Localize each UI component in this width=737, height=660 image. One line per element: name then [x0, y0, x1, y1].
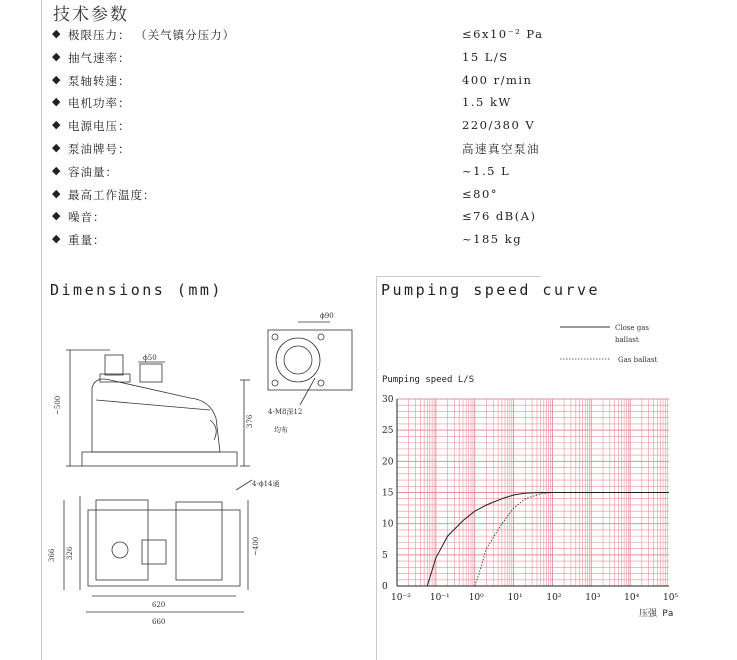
y-tick-label: 5	[382, 550, 388, 561]
spec-value: 400 r/min	[462, 72, 533, 87]
bullet-icon: ◆	[52, 49, 61, 63]
curve-top-rule	[376, 276, 541, 277]
label-holes: 4-ϕ14通	[252, 480, 280, 488]
spec-row	[52, 141, 652, 161]
plan-view-motor	[176, 502, 222, 580]
y-tick-label: 25	[382, 426, 394, 437]
y-tick-label: 15	[382, 488, 394, 499]
spec-row	[52, 118, 652, 138]
top-view-ring	[276, 338, 320, 382]
side-view-inlet	[140, 364, 162, 382]
top-view-flange	[268, 330, 352, 390]
bullet-icon: ◆	[52, 95, 61, 109]
legend-close-line2: ballast	[615, 336, 639, 344]
spec-label: 噪音：	[68, 210, 106, 225]
spec-value: ~1.5 L	[462, 163, 511, 178]
plan-view-pump	[96, 500, 148, 580]
spec-label: 重量：	[68, 233, 106, 248]
spec-row	[52, 95, 652, 115]
x-tick-label: 10²	[546, 593, 562, 603]
label-h366: 366	[48, 548, 56, 562]
spec-row	[52, 209, 652, 229]
y-tick-label: 0	[382, 582, 388, 592]
x-tick-label: 10⁰	[468, 593, 484, 603]
chart-legend	[560, 324, 657, 364]
x-tick-label: 10⁻²	[391, 593, 411, 603]
legend-close-line1: Close gas	[615, 324, 650, 332]
spec-row	[52, 164, 652, 184]
side-view-body	[92, 379, 220, 452]
bullet-icon: ◆	[52, 141, 61, 154]
spec-row	[52, 232, 652, 252]
label-phi50: ϕ50	[143, 354, 157, 362]
spec-label: 最高工作温度：	[68, 187, 156, 202]
label-h326: 326	[66, 546, 74, 560]
spec-row	[52, 73, 652, 93]
x-tick-label: 10⁴	[624, 593, 640, 603]
spec-label: 泵轴转速：	[68, 73, 131, 88]
spec-row	[52, 50, 652, 70]
x-tick-label: 10⁵	[663, 593, 679, 603]
label-h376: 376	[246, 414, 254, 428]
bullet-icon: ◆	[52, 72, 61, 86]
spec-value: ≤6x10⁻² Pa	[462, 27, 544, 41]
bullet-icon: ◆	[52, 209, 61, 223]
spec-value: ~185 kg	[462, 232, 523, 247]
dimensions-heading: Dimensions (mm)	[50, 281, 223, 299]
spec-label: 泵油牌号：	[68, 142, 131, 156]
y-axis-label: Pumping speed L/S	[382, 375, 475, 385]
label-h400: ~400	[252, 536, 260, 556]
bullet-icon: ◆	[52, 27, 61, 40]
label-w620: 620	[152, 601, 166, 609]
spec-value: 220/380 V	[462, 118, 536, 133]
x-tick-label: 10³	[585, 593, 601, 603]
spec-value: ≤80°	[462, 186, 499, 201]
section-title: 技术参数	[53, 5, 129, 25]
y-tick-label: 20	[382, 457, 394, 468]
bullet-icon: ◆	[52, 232, 61, 246]
side-view-valve	[105, 355, 123, 375]
spec-value: ≤76 dB(A)	[462, 209, 537, 224]
label-even: 均布	[274, 426, 288, 434]
spec-value: 15 L/S	[462, 49, 509, 64]
legend-open-label: Gas ballast	[618, 356, 658, 364]
y-tick-label: 10	[382, 519, 394, 530]
pumping-speed-chart	[360, 300, 730, 660]
spec-value: 高速真空泵油	[462, 142, 540, 156]
label-h500: ~500	[54, 395, 62, 415]
label-phi90: ϕ90	[320, 312, 334, 320]
spec-label: 极限压力： （关气镇分压力）	[68, 28, 236, 42]
spec-row	[52, 187, 652, 207]
dimension-drawing	[0, 300, 370, 660]
y-tick-label: 30	[382, 395, 394, 405]
spec-label: 电源电压：	[68, 119, 131, 134]
spec-label: 容油量：	[68, 164, 118, 179]
spec-label: 抽气速率：	[68, 50, 131, 65]
bullet-icon: ◆	[52, 186, 61, 200]
x-axis-label: 压强 Pa	[639, 609, 674, 619]
side-view-base	[82, 452, 237, 466]
x-tick-label: 10⁻¹	[429, 593, 450, 603]
plan-view-frame	[88, 510, 240, 586]
spec-label: 电机功率：	[68, 96, 131, 111]
spec-row	[52, 27, 652, 47]
x-tick-label: 10¹	[507, 593, 523, 603]
bullet-icon: ◆	[52, 118, 61, 132]
label-w660: 660	[152, 618, 166, 626]
label-m8: 4-M8深12	[268, 408, 303, 416]
curve-heading: Pumping speed curve	[381, 281, 601, 299]
bullet-icon: ◆	[52, 163, 61, 177]
spec-value: 1.5 kW	[462, 95, 512, 110]
